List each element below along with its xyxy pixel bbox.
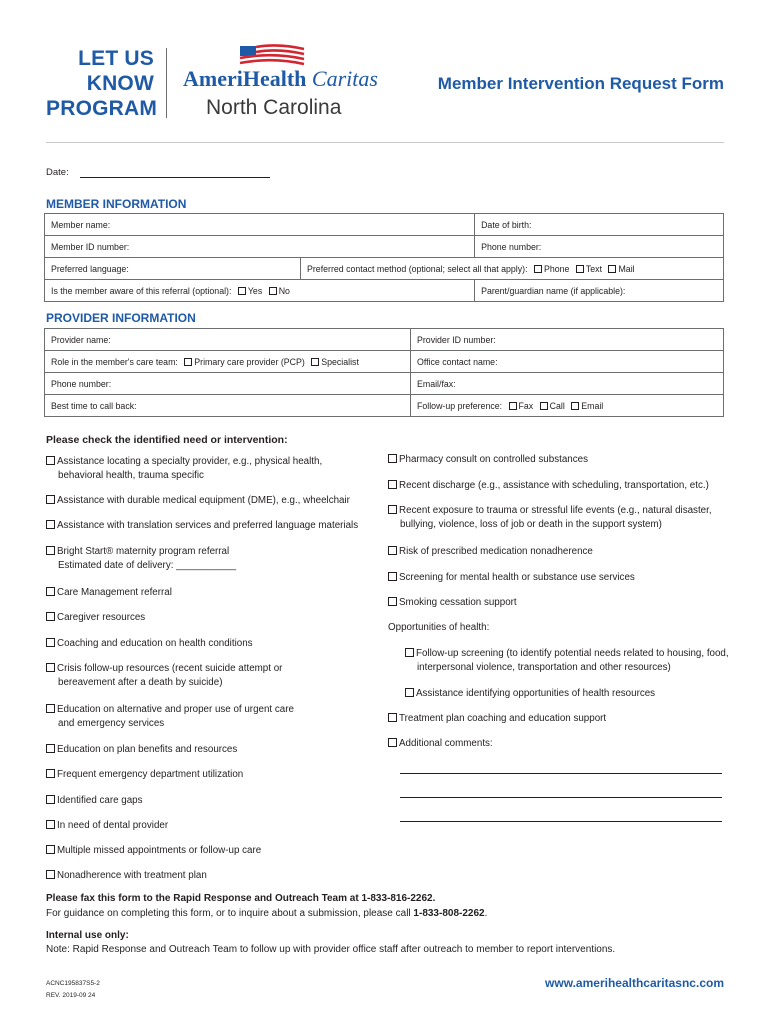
need-dental[interactable] <box>46 819 168 833</box>
checkbox[interactable] <box>46 769 55 778</box>
office-contact-label: Office contact name: <box>417 356 498 367</box>
provider-info-table <box>44 328 724 417</box>
need-label: Smoking cessation support <box>399 597 517 608</box>
pref-fax-checkbox[interactable] <box>509 402 517 410</box>
brand-subtitle: North Carolina <box>206 96 342 119</box>
need-frequent-ed[interactable] <box>46 768 243 782</box>
checkbox[interactable] <box>388 738 397 747</box>
program-line: PROGRAM <box>46 97 158 120</box>
need-specialty-provider[interactable] <box>46 455 322 483</box>
member-info-table <box>44 213 724 302</box>
need-additional-comments[interactable] <box>388 737 493 751</box>
need-label: Crisis follow-up resources (recent suicide attempt or <box>57 663 283 674</box>
best-time-label: Best time to call back: <box>51 400 137 411</box>
need-missed-appointments[interactable] <box>46 844 261 858</box>
member-phone-label: Phone number: <box>481 241 542 252</box>
internal-use-label: Internal use only: <box>46 930 129 941</box>
guardian-label: Parent/guardian name (if applicable): <box>481 285 626 296</box>
aware-no-checkbox[interactable] <box>269 287 277 295</box>
checkbox[interactable] <box>388 480 397 489</box>
aware-yes-checkbox[interactable] <box>238 287 246 295</box>
role-specialist-checkbox[interactable] <box>311 358 319 366</box>
program-name <box>46 46 158 121</box>
need-label: Multiple missed appointments or follow-up care <box>57 845 262 856</box>
checkbox[interactable] <box>388 505 397 514</box>
followup-preference-label: Follow-up preference: <box>417 400 503 411</box>
need-label: Caregiver resources <box>57 612 146 623</box>
checkbox[interactable] <box>46 744 55 753</box>
contact-method-label: Preferred contact method (optional; select all that apply): <box>307 263 528 274</box>
need-translation[interactable] <box>46 519 358 533</box>
member-section-title: MEMBER INFORMATION <box>46 197 187 211</box>
member-name-label: Member name: <box>51 219 111 230</box>
need-label: Care Management referral <box>57 587 172 598</box>
need-smoking[interactable] <box>388 596 517 610</box>
need-discharge[interactable] <box>388 479 709 493</box>
followup-preference-field <box>411 395 724 417</box>
need-bright-start[interactable] <box>46 545 236 573</box>
guidance-note <box>46 908 487 919</box>
pref-fax-label: Fax <box>518 400 534 411</box>
need-label: Recent exposure to trauma or stressful life events (e.g., natural disaster, <box>399 505 712 516</box>
need-label: Recent discharge (e.g., assistance with scheduling, transportation, etc.) <box>399 480 709 491</box>
comment-line[interactable] <box>400 773 722 774</box>
need-label: Frequent emergency department utilization <box>57 769 244 780</box>
need-medication-risk[interactable] <box>388 545 593 559</box>
checkbox[interactable] <box>46 638 55 647</box>
contact-mail-label: Mail <box>618 263 635 274</box>
flag-logo-icon <box>238 44 306 68</box>
need-label: In need of dental provider <box>57 820 169 831</box>
need-label: Screening for mental health or substance use services <box>399 572 635 583</box>
comment-line[interactable] <box>400 821 722 822</box>
pref-email-checkbox[interactable] <box>571 402 579 410</box>
need-label: Assistance with durable medical equipment (DME), e.g., wheelchair <box>57 495 350 506</box>
need-label-cont: interpersonal violence, transportation and other resources) <box>417 662 671 673</box>
need-coaching[interactable] <box>46 637 253 651</box>
need-label: Coaching and education on health conditions <box>57 638 253 649</box>
checkbox[interactable] <box>46 495 55 504</box>
header-divider <box>166 48 167 118</box>
need-nonadherence[interactable] <box>46 869 207 883</box>
need-caregiver[interactable] <box>46 611 145 625</box>
checkbox[interactable] <box>388 546 397 555</box>
need-label-cont: behavioral health, trauma specific <box>58 470 204 481</box>
need-label: Assistance with translation services and preferred language materials <box>57 520 359 531</box>
need-trauma[interactable] <box>388 504 712 532</box>
opportunities-heading: Opportunities of health: <box>388 622 490 633</box>
need-followup-screening[interactable] <box>405 647 729 675</box>
member-id-field[interactable] <box>45 236 475 258</box>
checkbox[interactable] <box>46 845 55 854</box>
form-revision: REV. 2019-09 24 <box>46 992 96 999</box>
aware-no-label: No <box>278 285 290 296</box>
contact-phone-label: Phone <box>543 263 570 274</box>
checkbox[interactable] <box>388 597 397 606</box>
need-treatment-plan[interactable] <box>388 712 606 726</box>
contact-text-label: Text <box>585 263 603 274</box>
dob-label: Date of birth: <box>481 219 532 230</box>
need-label: Identified care gaps <box>57 795 143 806</box>
need-plan-benefits[interactable] <box>46 743 237 757</box>
email-fax-field[interactable] <box>411 373 724 395</box>
internal-use-note: Note: Rapid Response and Outreach Team to follow up with provider office staff after outreach to member to report interventions. <box>46 944 616 955</box>
need-care-gaps[interactable] <box>46 794 143 808</box>
form-title: Member Intervention Request Form <box>437 74 724 93</box>
contact-mail-checkbox[interactable] <box>608 265 616 273</box>
email-fax-label: Email/fax: <box>417 378 456 389</box>
need-label: Follow-up screening (to identify potential needs related to housing, food, <box>416 648 729 659</box>
checkbox[interactable] <box>405 688 414 697</box>
guidance-phone: 1-833-808-2262 <box>413 908 485 919</box>
pref-call-checkbox[interactable] <box>540 402 548 410</box>
checkbox[interactable] <box>388 572 397 581</box>
need-label: Risk of prescribed medication nonadherence <box>399 546 593 557</box>
need-dme[interactable] <box>46 494 350 508</box>
provider-name-field[interactable] <box>45 329 411 351</box>
need-label: Education on plan benefits and resources <box>57 744 238 755</box>
checkbox[interactable] <box>46 612 55 621</box>
need-urgent-care[interactable] <box>46 703 294 731</box>
office-contact-field[interactable] <box>411 351 724 373</box>
program-line: LET US <box>78 47 154 70</box>
header-rule <box>46 142 724 143</box>
checkbox[interactable] <box>388 454 397 463</box>
need-assist-opportunities[interactable] <box>405 687 655 701</box>
checkbox[interactable] <box>46 870 55 879</box>
aware-label: Is the member aware of this referral (optional): <box>51 285 232 296</box>
needs-heading: Please check the identified need or intervention: <box>46 434 288 446</box>
provider-phone-label: Phone number: <box>51 378 112 389</box>
need-care-management[interactable] <box>46 586 172 600</box>
provider-id-label: Provider ID number: <box>417 334 496 345</box>
need-crisis[interactable] <box>46 662 282 690</box>
website-link[interactable]: www.amerihealthcaritasnc.com <box>545 976 724 990</box>
need-label: Assistance identifying opportunities of health resources <box>416 688 656 699</box>
guidance-text: For guidance on completing this form, or to inquire about a submission, please call <box>46 908 414 919</box>
preferred-language-field[interactable] <box>45 258 301 280</box>
checkbox[interactable] <box>46 587 55 596</box>
provider-name-label: Provider name: <box>51 334 111 345</box>
guidance-end: . <box>484 908 488 919</box>
checkbox[interactable] <box>46 795 55 804</box>
contact-method-field <box>301 258 724 280</box>
need-label: Bright Start® maternity program referral <box>57 546 230 557</box>
program-line: KNOW <box>86 72 154 95</box>
provider-id-field[interactable] <box>411 329 724 351</box>
contact-text-checkbox[interactable] <box>576 265 584 273</box>
comment-line[interactable] <box>400 797 722 798</box>
aware-yes-label: Yes <box>247 285 263 296</box>
need-label: Pharmacy consult on controlled substances <box>399 454 588 465</box>
need-pharmacy[interactable] <box>388 453 588 467</box>
need-label: Additional comments: <box>399 738 493 749</box>
need-label-cont: Estimated date of delivery: ___________ <box>58 560 237 571</box>
need-label: Education on alternative and proper use of urgent care <box>57 704 294 715</box>
need-label: Treatment plan coaching and education support <box>399 713 607 724</box>
date-field[interactable] <box>80 177 270 178</box>
checkbox[interactable] <box>405 648 414 657</box>
brand-main: AmeriHealth <box>183 66 307 91</box>
aware-field <box>45 280 475 302</box>
need-label: Assistance locating a specialty provider, e.g., physical health, <box>57 456 323 467</box>
role-label: Role in the member's care team: <box>51 356 178 367</box>
role-field <box>45 351 411 373</box>
member-name-field[interactable] <box>45 214 475 236</box>
member-phone-field[interactable] <box>475 236 724 258</box>
preferred-language-label: Preferred language: <box>51 263 129 274</box>
member-id-label: Member ID number: <box>51 241 130 252</box>
need-label: Nonadherence with treatment plan <box>57 870 207 881</box>
checkbox[interactable] <box>388 713 397 722</box>
need-label-cont: bullying, violence, loss of job or death in the support system) <box>400 519 662 530</box>
checkbox[interactable] <box>46 820 55 829</box>
date-label: Date: <box>46 167 69 178</box>
best-time-field[interactable] <box>45 395 411 417</box>
checkbox[interactable] <box>46 546 55 555</box>
role-specialist-label: Specialist <box>321 356 359 367</box>
checkbox[interactable] <box>46 520 55 529</box>
checkbox[interactable] <box>46 456 55 465</box>
need-screening[interactable] <box>388 571 635 585</box>
role-pcp-label: Primary care provider (PCP) <box>194 356 305 367</box>
contact-phone-checkbox[interactable] <box>534 265 542 273</box>
need-label-cont: bereavement after a death by suicide) <box>58 677 223 688</box>
role-pcp-checkbox[interactable] <box>184 358 192 366</box>
pref-call-label: Call <box>549 400 565 411</box>
brand-italic: Caritas <box>311 66 378 91</box>
checkbox[interactable] <box>46 663 55 672</box>
provider-section-title: PROVIDER INFORMATION <box>46 311 196 325</box>
fax-instructions: Please fax this form to the Rapid Response and Outreach Team at 1-833-816-2262. <box>46 893 436 904</box>
provider-phone-field[interactable] <box>45 373 411 395</box>
brand-logo <box>183 66 378 92</box>
form-code: ACNC195837S5-2 <box>46 980 100 987</box>
pref-email-label: Email <box>581 400 604 411</box>
dob-field[interactable] <box>475 214 724 236</box>
checkbox[interactable] <box>46 704 55 713</box>
need-label-cont: and emergency services <box>58 718 165 729</box>
guardian-field[interactable] <box>475 280 724 302</box>
